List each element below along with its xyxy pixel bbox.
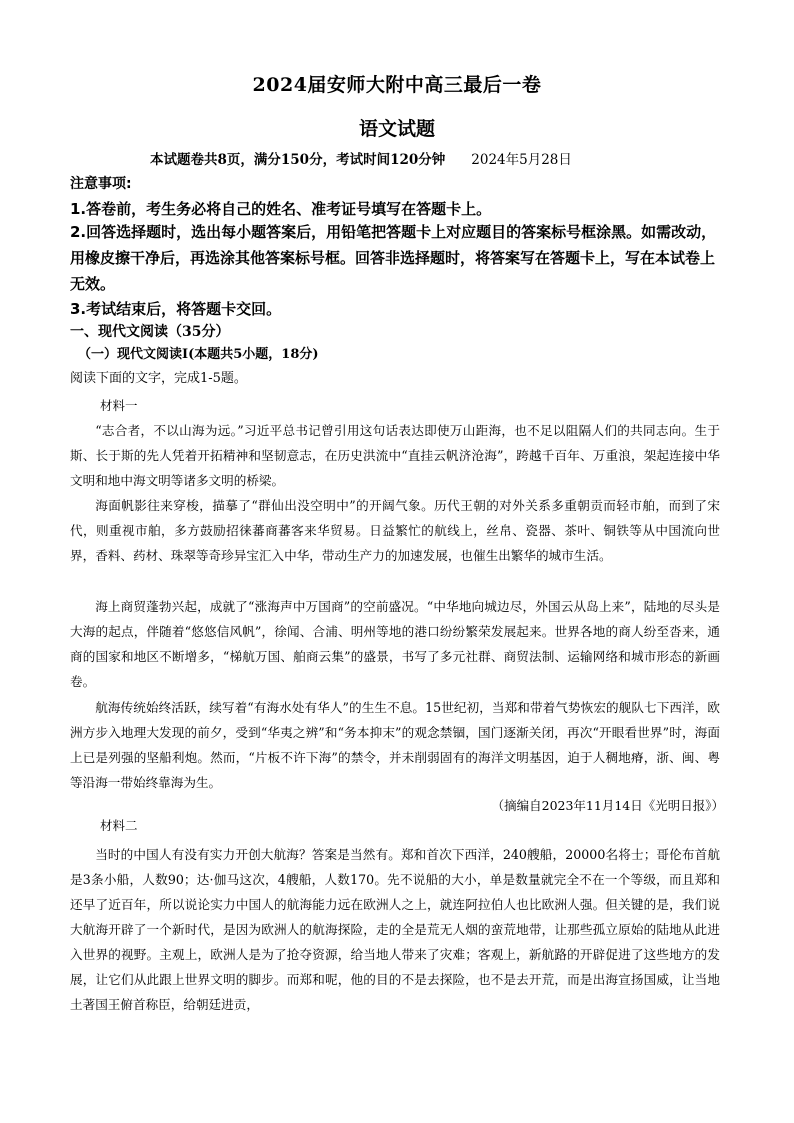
material-2-label: 材料二 [100,818,138,833]
exam-subtitle: 语文试题 [358,118,435,140]
reading-instruction: 阅读下面的文字，完成1-5题。 [70,371,247,386]
material-1-paragraph-1: “志合者，不以山海为远。”习近平总书记曾引用这句话表达即使万山距海，也不足以阻隔人们的共同志向。生于斯、长于斯的先人凭着开拓精神和坚韧意志，在历史洪流中“直挂云帆济沧海”，跨越千百年、万重浪，架起连接中华文明和地中海文明等诸多文明的桥梁。 [70,423,720,488]
exam-title: 2024届安师大附中高三最后一卷 [252,74,542,96]
subsection-title: （一）现代文阅读Ⅰ(本题共5小题，18分) [78,347,319,362]
exam-info: 本试题卷共8页，满分150分，考试时间120分钟 [150,152,446,168]
notice-item-1: 1.答卷前，考生务必将自己的姓名、准考证号填写在答题卡上。 [70,200,492,218]
section-title: 一、现代文阅读（35分） [70,324,230,340]
notice-item-3: 3.考试结束后，将答题卡交回。 [70,300,282,318]
material-1-paragraph-3: 海上商贸蓬勃兴起，成就了“涨海声中万国商”的空前盛况。“中华地向城边尽，外国云从岛上来”，陆地的尽头是大海的起点，伴随着“悠悠信风帆”，徐闻、合浦、明州等地的港口纷纷繁荣发展起来。世界各地的商人纷至沓来，通商的国家和地区不断增多，“梯航万国、舶商云集”的盛景，书写了多元社群、商贸法制、运输网络和城市形态的新画卷。 [70,599,720,689]
exam-date: 2024年5月28日 [471,152,572,168]
material-2-paragraph-1: 当时的中国人有没有实力开创大航海？答案是当然有。郑和首次下西洋，240艘船，20000名将士；哥伦布首航是3条小船，人数90；达·伽马这次，4艘船，人数170。先不说船的大小，单是数量就完全不在一个等级，而且郑和还早了近百年，所以说论实力中国人的航海能力远在欧洲人之上，就连阿拉伯人也比欧洲人强。但关键的是，我们说大航海开辟了一个新时代，是因为欧洲人的航海探险，走的全是荒无人烟的蛮荒地带，让那些孤立原始的陆地从此进入世界的视野。主观上，欧洲人是为了抢夺资源，给当地人带来了灾难；客观上，新航路的开辟促进了这些地方的发展，让它们从此跟上世界文明的脚步。而郑和呢，他的目的不是去探险，也不是去开荒，而是出海宣扬国威，让当地土著国王俯首称臣，给朝廷进贡， [70,847,720,1012]
material-1-label: 材料一 [100,398,138,413]
material-1-source: （摘编自2023年11月14日《光明日报》） [491,798,724,813]
notice-heading: 注意事项: [70,176,132,192]
exam-info-line [150,148,572,168]
material-1-paragraph-2: 海面帆影往来穿梭，描摹了“群仙出没空明中”的开阔气象。历代王朝的对外关系多重朝贡而轻市舶，而到了宋代，则重视市舶，多方鼓励招徕蕃商蕃客来华贸易。日益繁忙的航线上，丝帛、瓷器、茶叶、铜铁等从中国流向世界，香料、药材、珠翠等奇珍异宝汇入中华，带动生产力的加速发展，也催生出繁华的城市生活。 [70,498,720,563]
notice-item-2: 2.回答选择题时，选出每小题答案后，用铅笔把答题卡上对应题目的答案标号框涂黑。如需改动，用橡皮擦干净后，再选涂其他答案标号框。回答非选择题时，将答案写在答题卡上，写在本试卷上无效。 [70,223,717,293]
material-1-paragraph-4: 航海传统始终活跃，续写着“有海水处有华人”的生生不息。15世纪初，当郑和带着气势恢宏的舰队七下西洋，欧洲方步入地理大发现的前夕，受到“华夷之辨”和“务本抑末”的观念禁锢，国门逐渐关闭，再次“开眼看世界”时，海面上已是列强的坚船利炮。然而，“片板不许下海”的禁令，并未削弱固有的海洋文明基因，迫于人稠地瘠，浙、闽、粤等沿海一带始终靠海为生。 [70,700,720,790]
